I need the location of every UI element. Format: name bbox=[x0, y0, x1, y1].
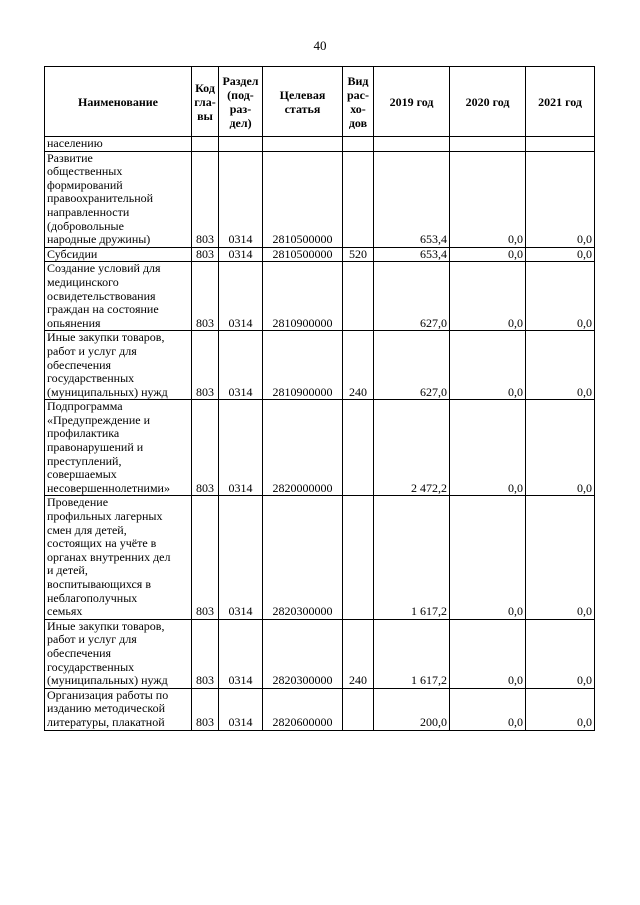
row-name-cell bbox=[45, 400, 192, 496]
table-body bbox=[45, 137, 595, 731]
amount-2020-cell: 0,0 bbox=[450, 688, 526, 730]
row-name-line: формирований bbox=[47, 177, 123, 192]
header-target-article: Целевая статья bbox=[263, 67, 343, 137]
row-name-line: государственных bbox=[47, 659, 135, 674]
amount-2020-cell: 0,0 bbox=[450, 247, 526, 262]
header-chapter-code: Код гла- вы bbox=[192, 67, 219, 137]
amount-2021-cell: 0,0 bbox=[526, 496, 595, 619]
target-article-cell: 2820300000 bbox=[263, 619, 343, 688]
amount-2019-cell: 1 617,2 bbox=[374, 496, 450, 619]
expense-type-cell bbox=[343, 151, 374, 247]
amount-2021-cell: 0,0 bbox=[526, 331, 595, 400]
section-cell bbox=[219, 137, 263, 152]
row-name-line: Создание условий для bbox=[47, 261, 161, 276]
amount-2021-cell: 0,0 bbox=[526, 262, 595, 331]
amount-2019-cell: 200,0 bbox=[374, 688, 450, 730]
row-name-line: смен для детей, bbox=[47, 522, 127, 537]
header-expense-type: Вид рас- хо- дов bbox=[343, 67, 374, 137]
amount-2020-cell: 0,0 bbox=[450, 151, 526, 247]
expense-type-cell: 240 bbox=[343, 619, 374, 688]
row-name-line: и детей, bbox=[47, 563, 88, 578]
section-cell: 0314 bbox=[219, 619, 263, 688]
page-number: 40 bbox=[313, 38, 327, 53]
row-name-line: работ и услуг для bbox=[47, 632, 137, 647]
row-name-line: Иные закупки товаров, bbox=[47, 330, 165, 345]
amount-2019-cell: 1 617,2 bbox=[374, 619, 450, 688]
table-row bbox=[45, 619, 595, 688]
target-article-cell: 2810900000 bbox=[263, 262, 343, 331]
header-year-2021: 2021 год bbox=[526, 67, 595, 137]
chapter-code-cell: 803 bbox=[192, 151, 219, 247]
amount-2021-cell: 0,0 bbox=[526, 151, 595, 247]
target-article-cell bbox=[263, 137, 343, 152]
table-row bbox=[45, 137, 595, 152]
amount-2021-cell: 0,0 bbox=[526, 619, 595, 688]
expense-type-cell bbox=[343, 496, 374, 619]
amount-2020-cell: 0,0 bbox=[450, 262, 526, 331]
row-name-line: народные дружины) bbox=[47, 232, 151, 247]
target-article-cell: 2810500000 bbox=[263, 247, 343, 262]
row-name-line: состоящих на учёте в bbox=[47, 536, 157, 551]
target-article-cell: 2810900000 bbox=[263, 331, 343, 400]
row-name-line: совершаемых bbox=[47, 467, 117, 482]
row-name-line: государственных bbox=[47, 371, 135, 386]
row-name-line: Организация работы по bbox=[47, 687, 169, 702]
row-name-line: (добровольные bbox=[47, 218, 124, 233]
row-name-line: обеспечения bbox=[47, 357, 112, 372]
header-section: Раздел (под- раз- дел) bbox=[219, 67, 263, 137]
section-cell: 0314 bbox=[219, 688, 263, 730]
section-cell: 0314 bbox=[219, 331, 263, 400]
expense-type-cell bbox=[343, 137, 374, 152]
target-article-cell: 2810500000 bbox=[263, 151, 343, 247]
amount-2021-cell bbox=[526, 137, 595, 152]
row-name-line: органах внутренних дел bbox=[47, 549, 171, 564]
row-name-cell bbox=[45, 331, 192, 400]
header-year-2019: 2019 год bbox=[374, 67, 450, 137]
section-cell: 0314 bbox=[219, 496, 263, 619]
chapter-code-cell: 803 bbox=[192, 400, 219, 496]
expense-type-cell: 520 bbox=[343, 247, 374, 262]
row-name-cell bbox=[45, 619, 192, 688]
row-name-cell bbox=[45, 137, 192, 152]
row-name-line: (муниципальных) нужд bbox=[47, 673, 168, 688]
table-header-row bbox=[45, 67, 595, 137]
section-cell: 0314 bbox=[219, 151, 263, 247]
row-name-line: правоохранительной bbox=[47, 191, 154, 206]
amount-2019-cell: 627,0 bbox=[374, 262, 450, 331]
amount-2020-cell: 0,0 bbox=[450, 496, 526, 619]
section-cell: 0314 bbox=[219, 262, 263, 331]
target-article-cell: 2820000000 bbox=[263, 400, 343, 496]
row-name-line: несовершеннолетними» bbox=[47, 480, 170, 495]
row-name-line: «Предупреждение и bbox=[47, 412, 151, 427]
table-row bbox=[45, 262, 595, 331]
amount-2021-cell: 0,0 bbox=[526, 247, 595, 262]
table-row bbox=[45, 151, 595, 247]
amount-2019-cell: 627,0 bbox=[374, 331, 450, 400]
row-name-line: Субсидии bbox=[47, 246, 98, 261]
table-row bbox=[45, 400, 595, 496]
section-cell: 0314 bbox=[219, 400, 263, 496]
expense-type-cell: 240 bbox=[343, 331, 374, 400]
row-name-line: освидетельствования bbox=[47, 288, 156, 303]
row-name-line: направленности bbox=[47, 204, 130, 219]
table-row bbox=[45, 247, 595, 262]
row-name-line: Иные закупки товаров, bbox=[47, 618, 165, 633]
row-name-line: (муниципальных) нужд bbox=[47, 384, 168, 399]
row-name-cell bbox=[45, 151, 192, 247]
row-name-line: граждан на состояние bbox=[47, 302, 159, 317]
table-row bbox=[45, 331, 595, 400]
chapter-code-cell: 803 bbox=[192, 247, 219, 262]
row-name-line: семьях bbox=[47, 604, 83, 619]
amount-2020-cell bbox=[450, 137, 526, 152]
amount-2021-cell: 0,0 bbox=[526, 688, 595, 730]
row-name-line: обеспечения bbox=[47, 645, 112, 660]
expense-type-cell bbox=[343, 262, 374, 331]
chapter-code-cell: 803 bbox=[192, 619, 219, 688]
header-year-2020: 2020 год bbox=[450, 67, 526, 137]
row-name-line: профилактика bbox=[47, 426, 120, 441]
row-name-line: Подпрограмма bbox=[47, 399, 123, 414]
amount-2020-cell: 0,0 bbox=[450, 331, 526, 400]
row-name-line: профильных лагерных bbox=[47, 509, 163, 524]
amount-2019-cell: 2 472,2 bbox=[374, 400, 450, 496]
chapter-code-cell: 803 bbox=[192, 496, 219, 619]
row-name-line: воспитывающихся в bbox=[47, 577, 151, 591]
header-name: Наименование bbox=[45, 67, 192, 137]
row-name-line: общественных bbox=[47, 164, 123, 179]
chapter-code-cell: 803 bbox=[192, 262, 219, 331]
chapter-code-cell: 803 bbox=[192, 331, 219, 400]
row-name-cell bbox=[45, 247, 192, 262]
amount-2019-cell: 653,4 bbox=[374, 151, 450, 247]
row-name-line: Проведение bbox=[47, 495, 109, 510]
amount-2021-cell: 0,0 bbox=[526, 400, 595, 496]
amount-2019-cell bbox=[374, 137, 450, 152]
row-name-line: литературы, плакатной bbox=[47, 714, 165, 729]
row-name-line: преступлений, bbox=[47, 453, 122, 468]
chapter-code-cell bbox=[192, 137, 219, 152]
row-name-line: медицинского bbox=[47, 274, 119, 289]
row-name-line: правонарушений и bbox=[47, 440, 144, 455]
table-row bbox=[45, 496, 595, 619]
table-row bbox=[45, 688, 595, 730]
target-article-cell: 2820600000 bbox=[263, 688, 343, 730]
row-name-cell bbox=[45, 496, 192, 619]
row-name-line: опьянения bbox=[47, 315, 101, 330]
row-name-line: неблагополучных bbox=[47, 590, 138, 605]
row-name-line: Развитие bbox=[47, 150, 93, 165]
row-name-cell bbox=[45, 262, 192, 331]
amount-2019-cell: 653,4 bbox=[374, 247, 450, 262]
chapter-code-cell: 803 bbox=[192, 688, 219, 730]
row-name-line: изданию методической bbox=[47, 701, 166, 716]
expense-type-cell bbox=[343, 400, 374, 496]
budget-table bbox=[44, 66, 595, 731]
expense-type-cell bbox=[343, 688, 374, 730]
section-cell: 0314 bbox=[219, 247, 263, 262]
row-name-cell bbox=[45, 688, 192, 730]
row-name-line: населению bbox=[47, 136, 103, 150]
row-name-line: работ и услуг для bbox=[47, 343, 137, 358]
amount-2020-cell: 0,0 bbox=[450, 400, 526, 496]
amount-2020-cell: 0,0 bbox=[450, 619, 526, 688]
target-article-cell: 2820300000 bbox=[263, 496, 343, 619]
